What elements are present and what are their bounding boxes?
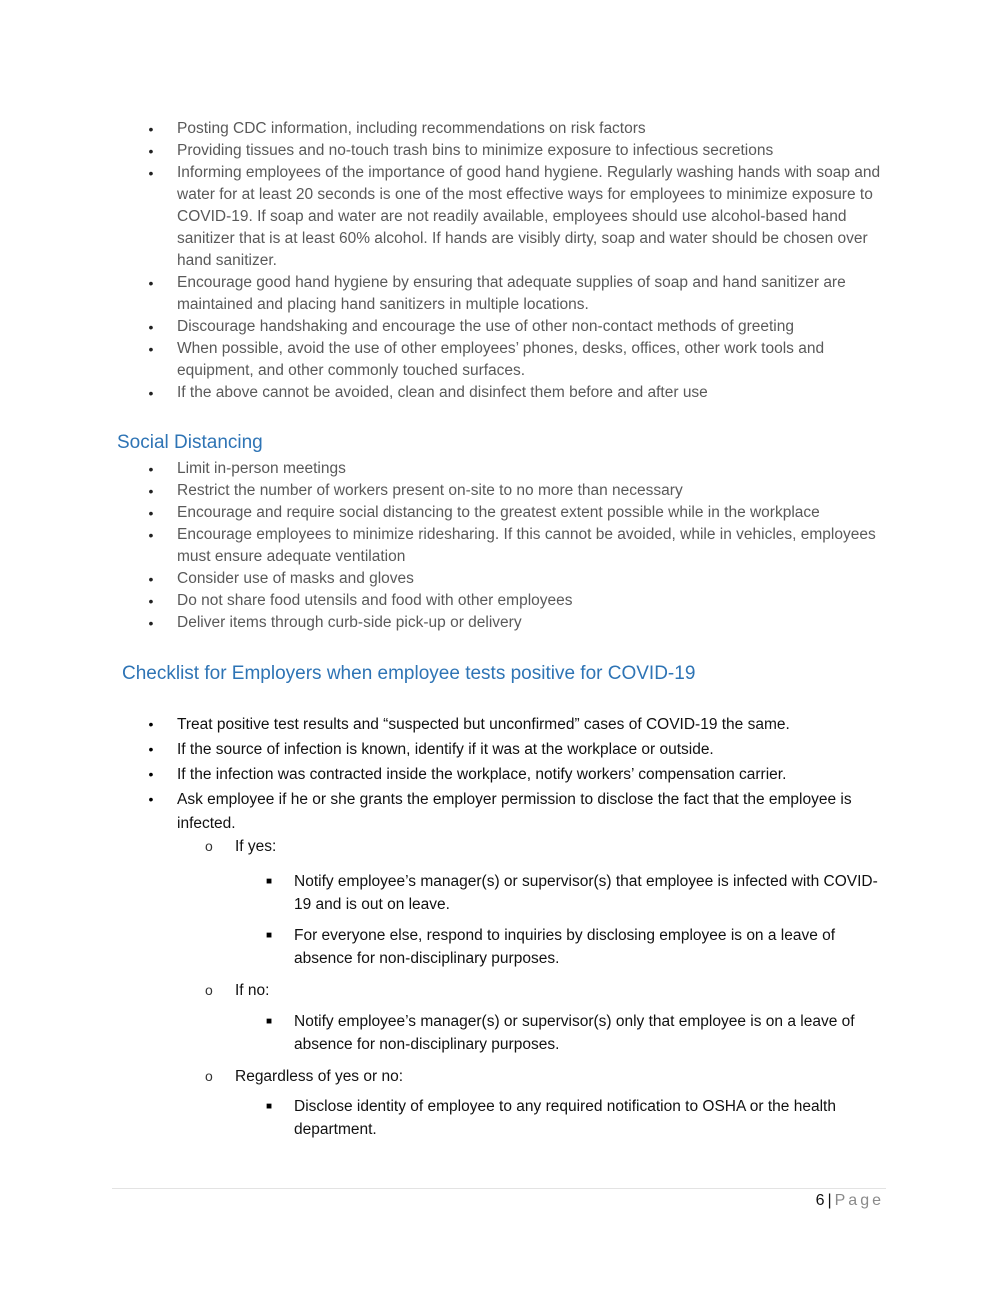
list-item: • Informing employees of the importance of good hand hygiene. Regularly washing hands with soap and water for at least 20 seconds is one of the most effective ways for employees to minimize exposure to COVID-19. If soap and water are not readily available, employees should use alcohol-based hand sanitizer that is at least 60% alcohol. If hands are visibly dirty, soap and water should be chosen over hand sanitizer. <box>0 162 1000 272</box>
bullet-icon: • <box>148 319 154 335</box>
list-item: ■ For everyone else, respond to inquiries by disclosing employee is on a leave of absence for non-disciplinary purposes. <box>266 927 836 967</box>
list-item: • Deliver items through curb-side pick-up or delivery <box>0 612 1000 634</box>
social-distancing-heading: Social Distancing <box>117 432 263 453</box>
bullet-icon: • <box>148 615 154 631</box>
bullet-icon: • <box>148 165 154 181</box>
square-bullet-icon: ■ <box>266 876 273 887</box>
list-item: • Encourage and require social distancing to the greatest extent possible while in the workplace <box>0 502 1000 524</box>
bullet-icon: • <box>148 527 154 543</box>
page-number-value: 6 <box>815 1192 825 1209</box>
bullet-icon: • <box>148 766 154 782</box>
bullet-icon: • <box>148 741 154 757</box>
bullet-icon: • <box>148 341 154 357</box>
square-bullet-icon: ■ <box>266 1101 273 1112</box>
bullet-icon: • <box>148 461 154 477</box>
bullet-icon: • <box>148 483 154 499</box>
list-item: • If the above cannot be avoided, clean and disinfect them before and after use <box>0 382 1000 404</box>
page-number <box>816 1192 884 1210</box>
list-item: • Encourage good hand hygiene by ensuring that adequate supplies of soap and hand sanitizer are maintained and placing hand sanitizers in multiple locations. <box>0 272 1000 316</box>
bullet-icon: • <box>148 791 154 807</box>
list-item: • Posting CDC information, including recommendations on risk factors <box>0 118 1000 140</box>
bullet-icon: • <box>148 121 154 137</box>
page-separator: | <box>827 1192 832 1209</box>
list-item: • If the source of infection is known, identify if it was at the workplace or outside. <box>0 738 1000 762</box>
list-item: • Discourage handshaking and encourage the use of other non-contact methods of greeting <box>0 316 1000 338</box>
list-item: • Restrict the number of workers present on-site to no more than necessary <box>0 480 1000 502</box>
list-item: • Do not share food utensils and food with other employees <box>0 590 1000 612</box>
checklist-list <box>0 713 1000 837</box>
branch-regardless: o Regardless of yes or no: <box>0 1065 1000 1088</box>
list-item: • Consider use of masks and gloves <box>0 568 1000 590</box>
list-item: • Ask employee if he or she grants the employer permission to disclose the fact that the employee is infected. <box>0 788 1000 835</box>
list-item: • Limit in-person meetings <box>0 458 1000 480</box>
bullet-icon: • <box>148 505 154 521</box>
bullet-icon: • <box>148 275 154 291</box>
list-item: • Encourage employees to minimize ridesharing. If this cannot be avoided, while in vehicles, employees must ensure adequate ventilation <box>0 524 1000 568</box>
bullet-icon: • <box>148 385 154 401</box>
bullet-icon: • <box>148 143 154 159</box>
circle-bullet-icon: o <box>205 838 213 854</box>
branch-if-yes: o If yes: <box>0 835 1000 858</box>
list-item: ■ Disclose identity of employee to any required notification to OSHA or the health department. <box>266 1098 836 1138</box>
circle-bullet-icon: o <box>205 982 213 998</box>
social-distancing-list <box>0 458 1000 634</box>
list-item: • Treat positive test results and “suspected but unconfirmed” cases of COVID-19 the same. <box>0 713 1000 737</box>
circle-bullet-icon: o <box>205 1068 213 1084</box>
list-item: • When possible, avoid the use of other employees’ phones, desks, offices, other work tools and equipment, and other commonly touched surfaces. <box>0 338 1000 382</box>
list-item: ■ Notify employee’s manager(s) or supervisor(s) only that employee is on a leave of absence for non-disciplinary purposes. <box>266 1013 855 1053</box>
square-bullet-icon: ■ <box>266 930 273 941</box>
page-word: Page <box>834 1192 884 1209</box>
square-bullet-icon: ■ <box>266 1016 273 1027</box>
list-item: ■ Notify employee’s manager(s) or supervisor(s) that employee is infected with COVID-19 and is out on leave. <box>266 873 878 913</box>
bullet-icon: • <box>148 593 154 609</box>
bullet-icon: • <box>148 571 154 587</box>
footer-divider <box>112 1188 886 1189</box>
checklist-heading: Checklist for Employers when employee tests positive for COVID-19 <box>122 663 696 684</box>
branch-if-no: o If no: <box>0 979 1000 1002</box>
list-item: • If the infection was contracted inside the workplace, notify workers’ compensation carrier. <box>0 763 1000 787</box>
hygiene-list <box>0 118 1000 404</box>
list-item: • Providing tissues and no-touch trash bins to minimize exposure to infectious secretions <box>0 140 1000 162</box>
bullet-icon: • <box>148 716 154 732</box>
